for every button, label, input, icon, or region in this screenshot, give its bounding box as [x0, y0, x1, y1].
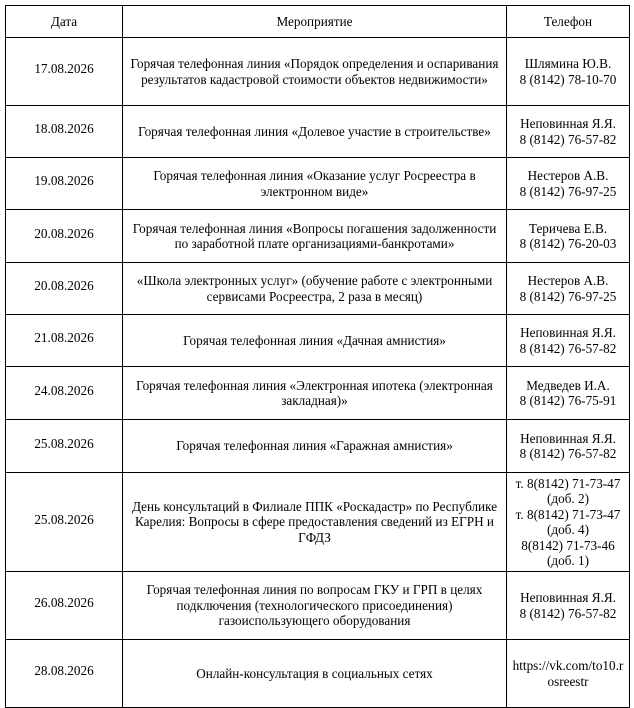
phone-number: 8 (8142) 78-10-70	[519, 71, 617, 87]
date-cell: 28.08.2026	[6, 640, 123, 708]
contact-name: Шлямина Ю.В.	[524, 56, 612, 71]
date-cell: 24.08.2026	[6, 367, 123, 420]
table-row	[6, 640, 630, 708]
date-cell: 21.08.2026	[6, 315, 123, 367]
contact-name: Неповинная Я.Я.	[520, 325, 616, 340]
event-cell: Горячая телефонная линия «Дачная амнистия»	[123, 315, 507, 367]
event-cell: Горячая телефонная линия «Порядок определения и оспаривания результатов кадастровой стоимости объектов недвижимости»	[123, 38, 507, 106]
phone-number: 8 (8142) 76-57-82	[519, 131, 617, 147]
table-row	[6, 106, 630, 158]
event-cell: «Школа электронных услуг» (обучение работе с электронными сервисами Росреестра, 2 раза в месяц)	[123, 263, 507, 315]
contact-name: Неповинная Я.Я.	[520, 430, 616, 446]
table-row	[6, 38, 630, 106]
phone-number: 8 (8142) 76-57-82	[519, 446, 617, 461]
date-cell: 25.08.2026	[6, 473, 123, 572]
event-cell: Горячая телефонная линия «Гаражная амнистия»	[123, 420, 507, 473]
phone-number: 8(8142) 71-73-46	[521, 537, 615, 553]
social-link-part: https://vk.com/to10.r	[512, 658, 624, 673]
phone-number: т. 8(8142) 71-73-47	[515, 475, 621, 491]
contact-name: Нестеров А.В.	[527, 168, 609, 183]
date-cell: 17.08.2026	[6, 38, 123, 106]
table-header-row	[6, 6, 630, 38]
phone-number: 8 (8142) 76-97-25	[519, 183, 617, 199]
date-cell: 19.08.2026	[6, 158, 123, 210]
table-row	[6, 572, 630, 640]
table-row	[6, 158, 630, 210]
contact-name: Неповинная Я.Я.	[520, 116, 616, 131]
event-cell: Горячая телефонная линия по вопросам ГКУ и ГРП в целях подключения (технологического присоединения) газоиспользующего оборудования	[123, 572, 507, 640]
phone-number: т. 8(8142) 71-73-47	[515, 506, 621, 522]
phone-cell	[507, 473, 630, 572]
phone-cell	[507, 640, 630, 708]
table-row	[6, 367, 630, 420]
phone-extension: (доб. 4)	[547, 522, 589, 537]
event-cell: Горячая телефонная линия «Оказание услуг Росреестра в электронном виде»	[123, 158, 507, 210]
table-row	[6, 420, 630, 473]
contact-name: Неповинная Я.Я.	[520, 590, 616, 605]
contact-name: Нестеров А.В.	[527, 273, 609, 288]
phone-cell	[507, 315, 630, 367]
event-cell: День консультаций в Филиале ППК «Роскадастр» по Республике Карелия: Вопросы в сфере предоставления сведений из ЕГРН и ГФДЗ	[123, 473, 507, 572]
date-cell: 25.08.2026	[6, 420, 123, 473]
phone-cell	[507, 38, 630, 106]
table-row	[6, 473, 630, 572]
date-cell: 26.08.2026	[6, 572, 123, 640]
header-event: Мероприятие	[123, 6, 507, 38]
date-cell: 20.08.2026	[6, 263, 123, 315]
event-cell: Горячая телефонная линия «Электронная ипотека (электронная закладная)»	[123, 367, 507, 420]
event-cell: Горячая телефонная линия «Долевое участие в строительстве»	[123, 106, 507, 158]
header-date: Дата	[6, 6, 123, 38]
event-cell: Онлайн-консультация в социальных сетях	[123, 640, 507, 708]
table-row	[6, 315, 630, 367]
table-row	[6, 210, 630, 263]
phone-cell	[507, 572, 630, 640]
table-row	[6, 263, 630, 315]
phone-number: 8 (8142) 76-57-82	[519, 605, 617, 621]
phone-number: 8 (8142) 76-75-91	[519, 393, 617, 408]
date-cell: 18.08.2026	[6, 106, 123, 158]
header-phone: Телефон	[507, 6, 630, 38]
contact-name: Медведев И.А.	[526, 377, 610, 393]
phone-cell	[507, 263, 630, 315]
phone-number: 8 (8142) 76-20-03	[519, 236, 617, 251]
events-table	[5, 5, 630, 708]
phone-cell	[507, 367, 630, 420]
contact-name: Теричева Е.В.	[528, 220, 608, 236]
phone-cell	[507, 106, 630, 158]
social-link-part: osreestr	[547, 673, 589, 689]
phone-extension: (доб. 2)	[547, 491, 589, 506]
phone-cell	[507, 158, 630, 210]
phone-number: 8 (8142) 76-97-25	[519, 288, 617, 304]
event-cell: Горячая телефонная линия «Вопросы погашения задолженности по заработной плате организациями-банкротами»	[123, 210, 507, 263]
date-cell: 20.08.2026	[6, 210, 123, 263]
phone-cell	[507, 420, 630, 473]
phone-cell	[507, 210, 630, 263]
phone-number: 8 (8142) 76-57-82	[519, 340, 617, 356]
phone-extension: (доб. 1)	[547, 553, 589, 568]
